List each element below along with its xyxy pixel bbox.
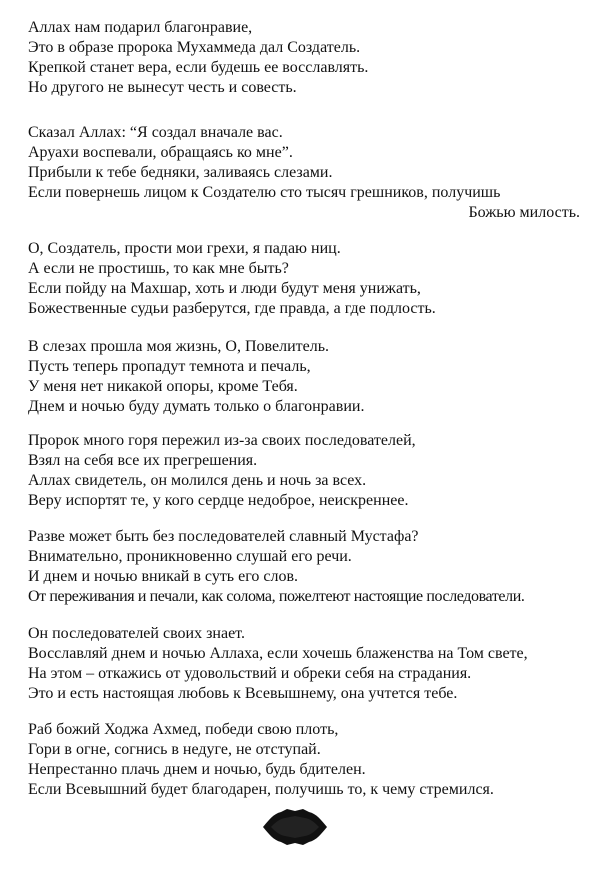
- verse-line: Внимательно, проникновенно слушай его речи.: [28, 548, 352, 565]
- stanza-5: [28, 431, 580, 511]
- verse-line: Если повернешь лицом к Создателю сто тысяч грешников, получишь: [28, 184, 501, 201]
- stanza-2: [28, 123, 580, 223]
- verse-line: Непрестанно плачь днем и ночью, будь бдителен.: [28, 761, 366, 778]
- verse-line: Разве может быть без последователей славный Мустафа?: [28, 528, 419, 545]
- verse-line: Если Всевышний будет благодарен, получишь то, к чему стремился.: [28, 781, 494, 798]
- verse-line: У меня нет никакой опоры, кроме Тебя.: [28, 378, 298, 395]
- verse-line: И днем и ночью вникай в суть его слов.: [28, 568, 299, 585]
- verse-line: Аллах нам подарил благонравие,: [28, 19, 253, 36]
- stanza-7: [28, 624, 580, 704]
- verse-line: Сказал Аллах: “Я создал вначале вас.: [28, 124, 283, 141]
- verse-line: Веру испортят те, у кого сердце недоброе, неискреннее.: [28, 492, 409, 509]
- stanza-8: [28, 720, 580, 800]
- verse-line: Взял на себя все их прегрешения.: [28, 452, 258, 469]
- verse-line: О, Создатель, прости мои грехи, я падаю ниц.: [28, 240, 341, 257]
- verse-line: Крепкой станет вера, если будешь ее восславлять.: [28, 59, 369, 76]
- verse-line: На этом – откажись от удовольствий и обреки себя на страдания.: [28, 665, 472, 682]
- verse-line: Раб божий Ходжа Ахмед, победи свою плоть,: [28, 721, 339, 738]
- verse-line: Пусть теперь пропадут темнота и печаль,: [28, 358, 311, 375]
- verse-line: Восславляй днем и ночью Аллаха, если хочешь блаженства на Том свете,: [28, 645, 528, 662]
- verse-line: От переживания и печали, как солома, пожелтеют настоящие последователи.: [28, 588, 525, 605]
- stanza-1: [28, 18, 580, 98]
- verse-line: Он последователей своих знает.: [28, 625, 245, 642]
- verse-line: Если пойду на Махшар, хоть и люди будут меня унижать,: [28, 280, 421, 297]
- verse-line: Но другого не вынесут честь и совесть.: [28, 79, 297, 96]
- verse-line: Божью милость.: [468, 204, 580, 221]
- verse-line: Аллах свидетель, он молился день и ночь за всех.: [28, 472, 367, 489]
- verse-line: Аруахи воспевали, обращаясь ко мне”.: [28, 144, 293, 161]
- stanza-3: [28, 239, 580, 319]
- verse-line: Пророк много горя пережил из-за своих последователей,: [28, 432, 416, 449]
- page-number-ornament-icon: [261, 808, 329, 846]
- verse-line: Прибыли к тебе бедняки, заливаясь слезами.: [28, 164, 333, 181]
- verse-line: Это и есть настоящая любовь к Всевышнему, она учтется тебе.: [28, 685, 458, 702]
- stanza-4: [28, 337, 580, 417]
- verse-line: Божественные судьи разберутся, где правда, а где подлость.: [28, 300, 436, 317]
- stanza-6: [28, 527, 580, 607]
- verse-line: Это в образе пророка Мухаммеда дал Создатель.: [28, 39, 361, 56]
- verse-line: А если не простишь, то как мне быть?: [28, 260, 289, 277]
- verse-line: Гори в огне, согнись в недуге, не отступай.: [28, 741, 321, 758]
- verse-line: Днем и ночью буду думать только о благонравии.: [28, 398, 365, 415]
- verse-line: В слезах прошла моя жизнь, О, Повелитель.: [28, 338, 330, 355]
